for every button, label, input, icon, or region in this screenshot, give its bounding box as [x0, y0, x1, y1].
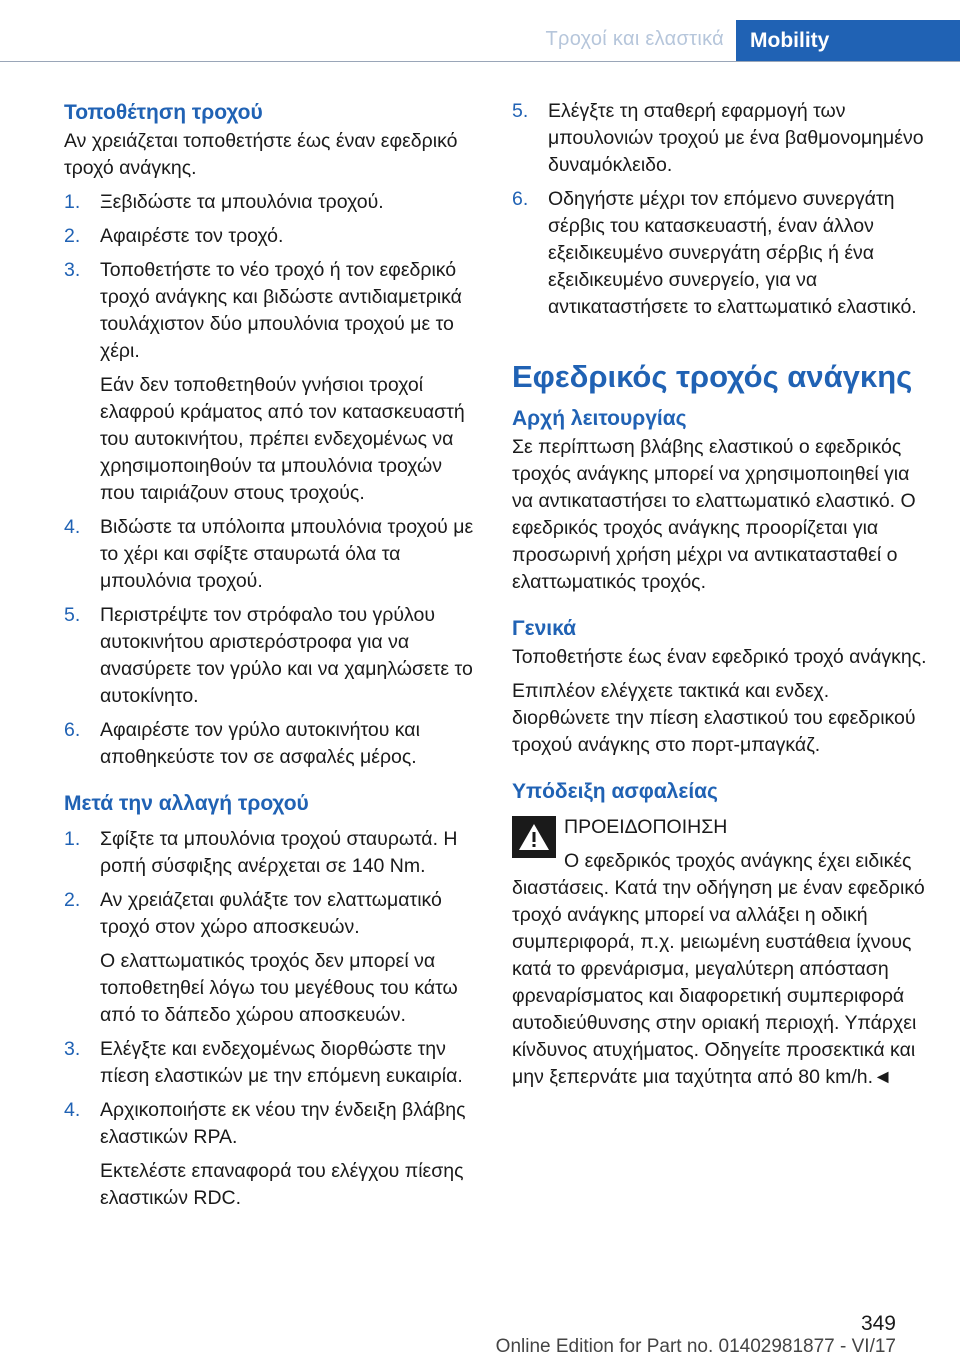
- page-number: 349: [860, 1312, 896, 1335]
- step-number: 5.: [512, 100, 529, 122]
- general-heading: Γενικά: [512, 617, 577, 640]
- list-item: [512, 186, 932, 321]
- list-item: [64, 514, 482, 595]
- general-paragraph-1: Τοποθετήστε έως έναν εφεδρικό τροχό ανάγκης.: [512, 646, 927, 668]
- mount-steps: [64, 189, 482, 771]
- continued-steps: [512, 98, 932, 321]
- step-text: Περιστρέψτε τον στρόφαλο του γρύλου αυτοκινήτου αριστερόστροφα για να ανασύρετε τον γρύλο και να χαμηλώσετε το αυτοκίνητο.: [100, 604, 473, 707]
- left-column: [64, 98, 482, 1212]
- list-item: [64, 826, 482, 880]
- mount-intro: Αν χρειάζεται τοποθετήστε έως έναν εφεδρικό τροχό ανάγκης.: [64, 130, 458, 179]
- list-item: [64, 887, 482, 1029]
- step-number: 1.: [64, 191, 81, 213]
- step-text: Αφαιρέστε τον γρύλο αυτοκινήτου και αποθηκεύστε τον σε ασφαλές μέρος.: [100, 719, 420, 768]
- step-number: 4.: [64, 1099, 81, 1121]
- list-item: [64, 257, 482, 507]
- header-divider: [0, 61, 960, 62]
- warning-triangle-icon: [512, 816, 556, 858]
- list-item: [64, 1097, 482, 1212]
- step-text: Σφίξτε τα μπουλόνια τροχού σταυρωτά. Η ροπή σύσφιξης ανέρχεται σε 140 Nm.: [100, 828, 458, 877]
- warning-block: [512, 814, 932, 848]
- step-text: Οδηγήστε μέχρι τον επόμενο συνεργάτη σέρβις του κατασκευαστή, έναν άλλον εξειδικευμένο συνεργάτη σέρβις ή ένα εξειδικευμένο συνεργείο, για να αντικαταστήσετε το ελαττωματικό ελαστικό.: [548, 188, 917, 318]
- right-column: [512, 98, 932, 1091]
- principle-text: Σε περίπτωση βλάβης ελαστικού ο εφεδρικός τροχός ανάγκης μπορεί να χρησιμοποιηθεί για να αντικαταστήσει το ελαττωματικό ελαστικό. Ο εφεδρικός τροχός ανάγκης προορίζεται για προσωρινή χρήση μέχρι να αντικατασταθεί ο ελαττωματικός τροχός.: [512, 436, 916, 593]
- step-text: Ελέγξτε τη σταθερή εφαρμογή των μπουλονιών τροχού με ένα βαθμονομημένο δυναμόκλειδο.: [548, 100, 924, 176]
- step-note: Ο ελαττωματικός τροχός δεν μπορεί να τοποθετηθεί λόγω του μεγέθους του κάτω από το δάπεδο χώρου αποσκευών.: [100, 950, 458, 1026]
- step-number: 2.: [64, 889, 81, 911]
- step-text: Αν χρειάζεται φυλάξτε τον ελαττωματικό τροχό στον χώρο αποσκευών.: [100, 889, 442, 938]
- step-number: 1.: [64, 828, 81, 850]
- step-number: 6.: [64, 719, 81, 741]
- list-item: [512, 98, 932, 179]
- section-title: Τροχοί και ελαστικά: [545, 28, 724, 50]
- principle-heading: Αρχή λειτουργίας: [512, 407, 687, 430]
- step-number: 4.: [64, 516, 81, 538]
- step-note: Εάν δεν τοποθετηθούν γνήσιοι τροχοί ελαφρού κράματος από τον κατασκευαστή του αυτοκινήτου, πρέπει ενδεχομένως να χρησιμοποιηθούν τα μπουλόνια τροχών που ταιριάζουν στους τροχούς.: [100, 374, 465, 504]
- edition-note: Online Edition for Part no. 01402981877 - VI/17: [495, 1336, 896, 1357]
- page-header: [0, 0, 960, 62]
- step-note: Εκτελέστε επαναφορά του ελέγχου πίεσης ελαστικών RDC.: [100, 1160, 464, 1209]
- chapter-tab: [736, 20, 960, 62]
- chapter-tab-label: Mobility: [750, 29, 830, 52]
- spare-wheel-heading: Εφεδρικός τροχός ανάγκης: [512, 359, 913, 394]
- list-item: [64, 223, 482, 250]
- mount-heading: Τοποθέτηση τροχού: [64, 101, 263, 124]
- page-footer: [0, 1312, 960, 1357]
- general-paragraph-2: Επιπλέον ελέγχετε τακτικά και ενδεχ. διορθώνετε την πίεση ελαστικού του εφεδρικού τροχού ανάγκης στο πορτ-μπαγκάζ.: [512, 680, 916, 756]
- warning-title: ΠΡΟΕΙΔΟΠΟΙΗΣΗ: [564, 816, 728, 838]
- after-steps: [64, 826, 482, 1212]
- step-text: Ελέγξτε και ενδεχομένως διορθώστε την πίεση ελαστικών με την επόμενη ευκαιρία.: [100, 1038, 463, 1087]
- list-item: [64, 1036, 482, 1090]
- warning-text: Ο εφεδρικός τροχός ανάγκης έχει ειδικές διαστάσεις. Κατά την οδήγηση με έναν εφεδρικό τροχό ανάγκης μπορεί να αλλάξει η οδική συμπεριφορά, π.χ. μειωμένη ευστάθεια ίχνους κατά το φρενάρισμα, μεγαλύτερη απόσταση φρεναρίσματος και διαφορετική συμπεριφορά αυτοδιεύθυνσης στην οριακή περιοχή. Υπάρχει κίνδυνος ατυχήματος. Οδηγείτε προσεκτικά και μην ξεπερνάτε μια ταχύτητα από 80 km/h.◄: [512, 850, 925, 1088]
- safety-heading: Υπόδειξη ασφαλείας: [512, 780, 718, 803]
- step-number: 3.: [64, 259, 81, 281]
- step-text: Αφαιρέστε τον τροχό.: [100, 225, 284, 247]
- step-text: Τοποθετήστε το νέο τροχό ή τον εφεδρικό τροχό ανάγκης και βιδώστε αντιδιαμετρικά τουλάχιστον δύο μπουλόνια τροχού με το χέρι.: [100, 259, 462, 362]
- step-number: 2.: [64, 225, 81, 247]
- step-text: Αρχικοποιήστε εκ νέου την ένδειξη βλάβης ελαστικών RPA.: [100, 1099, 466, 1148]
- step-text: Ξεβιδώστε τα μπουλόνια τροχού.: [100, 191, 384, 213]
- list-item: [64, 602, 482, 710]
- step-number: 5.: [64, 604, 81, 626]
- list-item: [64, 717, 482, 771]
- after-heading: Μετά την αλλαγή τροχού: [64, 792, 309, 815]
- list-item: [64, 189, 482, 216]
- step-text: Βιδώστε τα υπόλοιπα μπουλόνια τροχού με το χέρι και σφίξτε σταυρωτά όλα τα μπουλόνια τροχού.: [100, 516, 474, 592]
- step-number: 6.: [512, 188, 529, 210]
- step-number: 3.: [64, 1038, 81, 1060]
